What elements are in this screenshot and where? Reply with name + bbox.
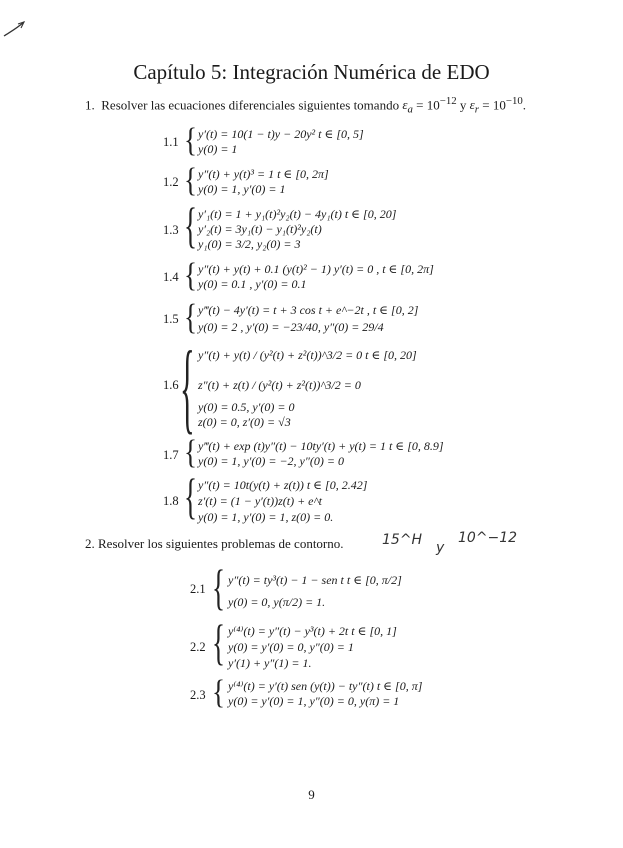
equation-line: y′₁(t) = 1 + y₁(t)²y₂(t) − 4y₁(t) t ∈ [0, 20]	[198, 207, 397, 221]
equation-line: z″(t) + z(t) / (y²(t) + z²(t))^3/2 = 0	[198, 378, 361, 392]
equation-line: y(0) = y′(0) = 1, y″(0) = 0, y(π) = 1	[228, 694, 400, 708]
equation-line: y″(t) = 10t(y(t) + z(t)) t ∈ [0, 2.42]	[198, 478, 368, 492]
handwritten-note: y	[436, 540, 445, 556]
equation-line: y(0) = 1	[198, 142, 238, 156]
equation-line: y₁(0) = 3/2, y₂(0) = 3	[198, 237, 301, 251]
item-label: 1.1	[163, 135, 179, 149]
equation-line: y(0) = 0.1 , y′(0) = 0.1	[198, 277, 307, 291]
left-brace-icon: {	[184, 297, 198, 337]
equation-line: y′(t) = 10(1 − t)y − 20y² t ∈ [0, 5]	[198, 127, 364, 141]
equation-line: y(0) = 0, y(π/2) = 1.	[228, 595, 326, 609]
equation-line: y″(t) = ty³(t) − 1 − sen t t ∈ [0, π/2]	[228, 573, 402, 587]
item-label: 1.3	[163, 223, 179, 237]
item-label: 1.6	[163, 378, 179, 392]
left-brace-icon: {	[212, 674, 226, 711]
pen-mark-icon	[2, 18, 28, 40]
page-title: Capítulo 5: Integración Numérica de EDO	[133, 60, 490, 84]
item-label: 2.1	[190, 582, 206, 596]
item-label: 2.3	[190, 688, 206, 702]
problem-1-statement: 1. Resolver las ecuaciones diferenciales siguientes tomando $\varepsilon_a = 10^{-12}$ y $\varepsilon_r = 10^{-10}$.	[85, 95, 527, 116]
item-label: 1.4	[163, 270, 179, 284]
equation-line: y″(t) + y(t) + 0.1 (y(t)² − 1) y′(t) = 0 , t ∈ [0, 2π]	[198, 262, 434, 276]
left-brace-icon: {	[184, 434, 198, 471]
equation-line: y″(t) + y(t)³ = 1 t ∈ [0, 2π]	[198, 167, 329, 181]
equation-line: z′(t) = (1 − y′(t))z(t) + e^t	[198, 494, 322, 508]
left-brace-icon: {	[212, 562, 226, 616]
equation-line: y′(1) + y″(1) = 1.	[228, 656, 312, 670]
equation-line: y(0) = 2 , y′(0) = −23/40, y″(0) = 29/4	[198, 320, 384, 334]
left-brace-icon: {	[184, 257, 198, 294]
item-label: 1.2	[163, 175, 179, 189]
left-brace-icon: {	[184, 471, 198, 525]
page-number: 9	[308, 787, 315, 802]
equation-line: y‴(t) − 4y′(t) = t + 3 cos t + e^−2t , t ∈ [0, 2]	[198, 303, 419, 317]
equation-line: y⁽⁴⁾(t) = y″(t) − y³(t) + 2t t ∈ [0, 1]	[228, 624, 397, 638]
handwritten-note: 15^H	[382, 532, 423, 548]
equation-line: y(0) = 1, y′(0) = −2, y″(0) = 0	[198, 454, 344, 468]
problem-2-statement: 2. Resolver los siguientes problemas de contorno.	[85, 536, 344, 551]
handwritten-note: 10^−12	[458, 530, 518, 546]
item-label: 1.7	[163, 448, 179, 462]
equation-line: y′₂(t) = 3y₁(t) − y₁(t)²y₂(t)	[198, 222, 322, 236]
item-label: 2.2	[190, 640, 206, 654]
equation-line: y(0) = 0.5, y′(0) = 0	[198, 400, 295, 414]
left-brace-icon: {	[212, 617, 226, 671]
equation-line: y(0) = 1, y′(0) = 1, z(0) = 0.	[198, 510, 334, 524]
item-label: 1.8	[163, 494, 179, 508]
equation-line: y″(t) + y(t) / (y²(t) + z²(t))^3/2 = 0 t ∈ [0, 20]	[198, 348, 417, 362]
left-brace-icon: {	[184, 122, 198, 159]
equation-line: y‴(t) + exp (t)y″(t) − 10ty′(t) + y(t) = 1 t ∈ [0, 8.9]	[198, 439, 444, 453]
equation-line: y(0) = 1, y′(0) = 1	[198, 182, 286, 196]
left-brace-icon: {	[180, 334, 195, 445]
equation-line: z(0) = 0, z′(0) = √3	[198, 415, 291, 429]
equation-line: y⁽⁴⁾(t) = y′(t) sen (y(t)) − ty″(t) t ∈ [0, π]	[228, 679, 423, 693]
left-brace-icon: {	[184, 162, 198, 199]
left-brace-icon: {	[184, 200, 198, 254]
item-label: 1.5	[163, 312, 179, 326]
equation-line: y(0) = y′(0) = 0, y″(0) = 1	[228, 640, 354, 654]
